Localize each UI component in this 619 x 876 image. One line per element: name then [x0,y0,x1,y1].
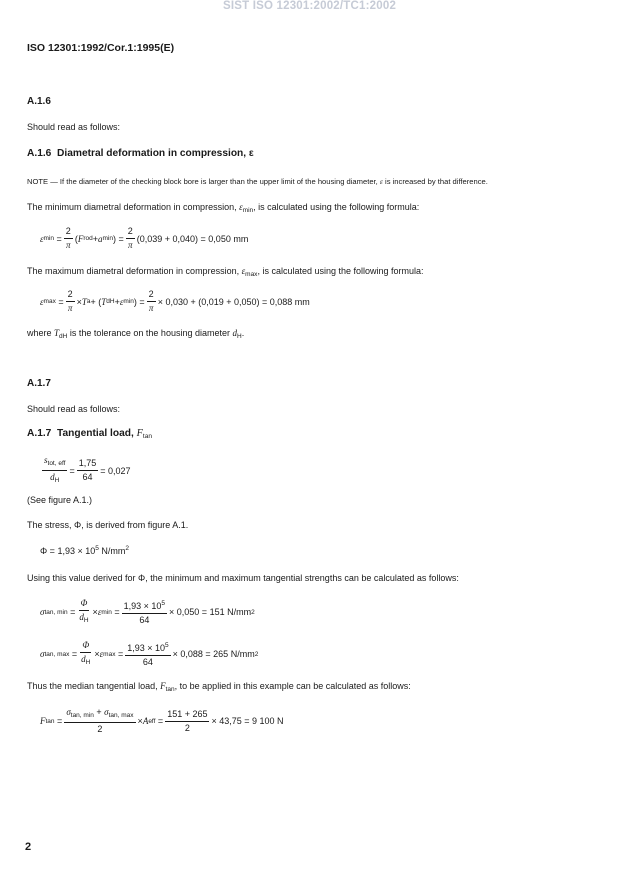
thus-text: Thus the median tangential load, $F_{tan}$, to be applied in this example can be calculated as follows: [27,681,411,693]
where-text: where $T_{dH}$ is the tolerance on the housing diameter $d_H$. [27,328,245,340]
watermark: SIST ISO 12301:2002/TC1:2002 [222,0,397,12]
formula-epsilon-max: ε max = $\frac{2}{\pi}$ × T a + ( T dH + ε min ) = $\frac{2}{\pi}$ × 0,030 + (0,019 + 0,050) = 0,088 mm [40,289,310,313]
instruction-a17: Should read as follows: [27,404,121,414]
instruction-a16: Should read as follows: [27,122,121,132]
page-number: 2 [25,841,32,853]
section-ref-a17: A.1.7 [27,378,51,389]
note-a16: NOTE — If the diameter of the checking block bore is larger than the upper limit of the housing diameter, ε is increased by that difference. [27,177,488,186]
formula-sigma-min: σ tan, min = $\frac{\Phi}{d_H}$ × ε min = $\frac{1,93 \times 10^5}{64}$ × 0,050 = 151 N/mm 2 [40,598,255,625]
formula-ratio: $\frac{s_{tot, eff}}{d_H}$ = $\frac{1,75}{64}$ = 0,027 [44,455,131,484]
subsection-title-a16: A.1.6 Diametral deformation in compression, ε [27,148,254,159]
min-deformation-text: The minimum diametral deformation in compression, $\varepsilon_{min}$, is calculated using the following formula: [27,202,420,214]
using-text: Using this value derived for Φ, the minimum and maximum tangential strengths can be calculated as follows: [27,573,459,583]
stress-text: The stress, Φ, is derived from figure A.1. [27,520,189,530]
section-ref-a16: A.1.6 [27,96,51,107]
formula-sigma-max: σ tan, max = $\frac{\Phi}{d_H}$ × ε max = $\frac{1,93 \times 10^5}{64}$ × 0,088 = 265 N/mm 2 [40,640,259,667]
document-header: ISO 12301:1992/Cor.1:1995(E) [27,42,175,54]
max-deformation-text: The maximum diametral deformation in compression, $\varepsilon_{max}$, is calculated using the following formula: [27,266,424,278]
phi-value: $\Phi = 1,93 \times 10^5$ $N/mm^2$ [40,545,129,556]
formula-epsilon-min: ε min = $\frac{2}{\pi}$ ( F rod + a min ) = $\frac{2}{\pi}$ (0,039 + 0,040) = 0,050 mm [40,226,249,250]
see-figure-text: (See figure A.1.) [27,495,93,505]
formula-ftan: F tan = $\frac{\sigma_{tan, min} + \sigma_{tan, max}}{2}$ × A eff = $\frac{151 + 265}{2}$ × 43,75 = 9 100 N [40,707,284,734]
subsection-title-a17: A.1.7 Tangential load, $F_{tan}$ [27,428,152,440]
